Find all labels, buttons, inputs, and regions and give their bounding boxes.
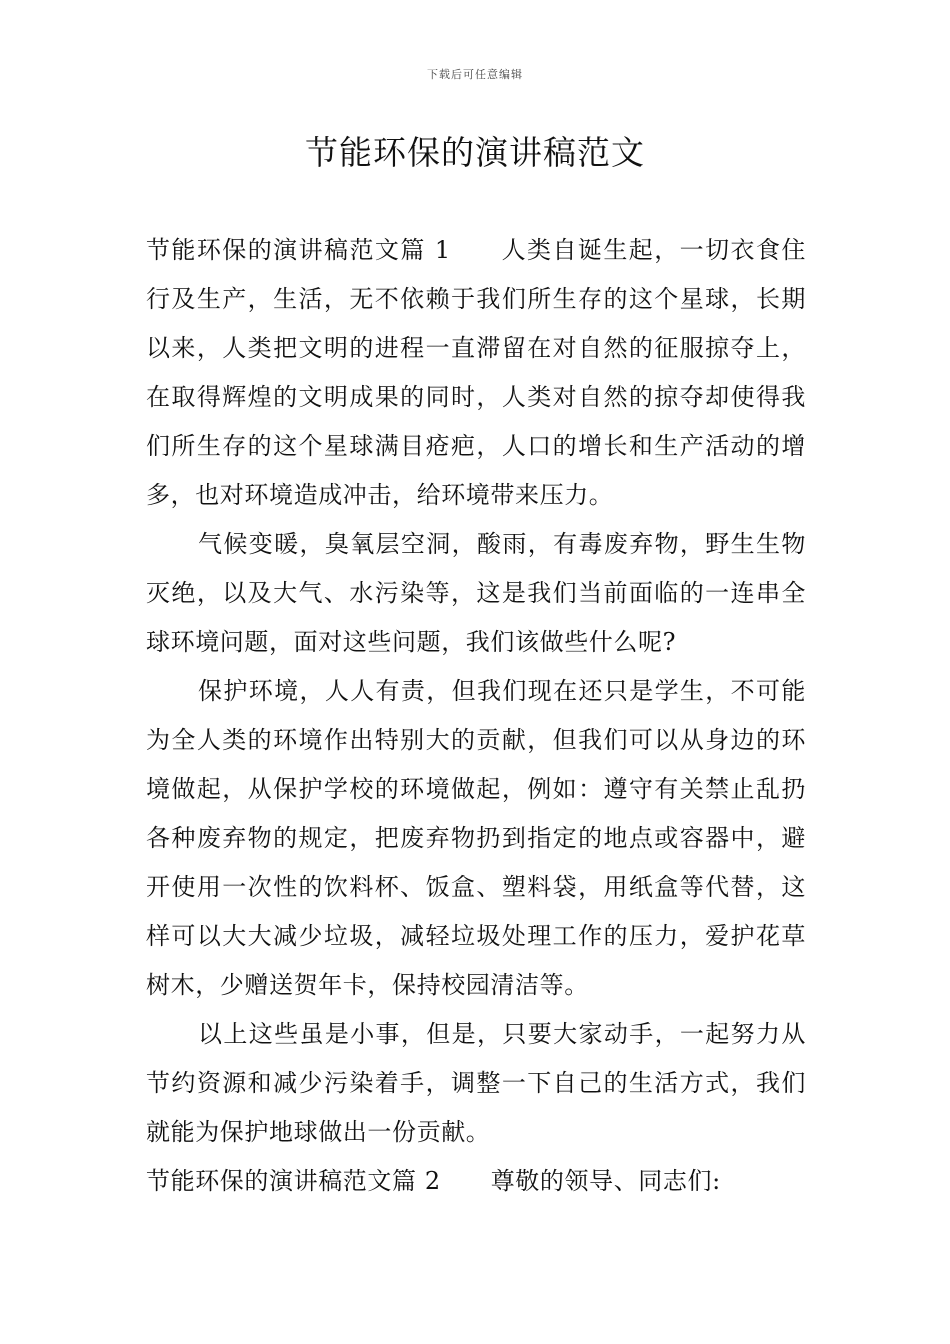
document-title: 节能环保的演讲稿范文 (305, 133, 645, 172)
paragraph: 保护环境，人人有责，但我们现在还只是学生，不可能为全人类的环境作出特别大的贡献，但我们可以从身边的环境做起，从保护学校的环境做起，例如：遵守有关禁止乱扔各种废弃物的规定，把废弃物扔到指定的地点或容器中，避开使用一次性的饮料杯、饭盒、塑料袋，用纸盒等代替，这样可以大大减少垃圾，减轻垃圾处理工作的压力，爱护花草树木，少赠送贺年卡，保持校园清洁等。 (146, 677, 806, 999)
paragraph: 以上这些虽是小事，但是，只要大家动手，一起努力从节约资源和减少污染着手，调整一下自己的生活方式，我们就能为保护地球做出一份贡献。 (146, 1020, 806, 1146)
header-note: 下载后可任意编辑 (427, 68, 523, 81)
paragraph-section-2 (146, 1157, 806, 1206)
paragraph-text: 尊敬的领导、同志们: (490, 1167, 721, 1195)
paragraph-section-1 (146, 226, 806, 520)
paragraph-text: 人类自诞生起，一切衣食住行及生产，生活，无不依赖于我们所生存的这个星球，长期以来，人类把文明的进程一直滞留在对自然的征服掠夺上，在取得辉煌的文明成果的同时，人类对自然的掠夺却使得我们所生存的这个星球满目疮疤，人口的增长和生产活动的增多，也对环境造成冲击，给环境带来压力。 (146, 236, 806, 509)
section-label-2: 节能环保的演讲稿范文篇 2 (146, 1167, 441, 1195)
document-body (146, 226, 806, 1206)
paragraph: 气候变暖，臭氧层空洞，酸雨，有毒废弃物，野生生物灭绝，以及大气、水污染等，这是我们当前面临的一连串全球环境问题，面对这些问题，我们该做些什么呢? (146, 530, 806, 656)
section-label-1: 节能环保的演讲稿范文篇 1 (146, 236, 451, 264)
